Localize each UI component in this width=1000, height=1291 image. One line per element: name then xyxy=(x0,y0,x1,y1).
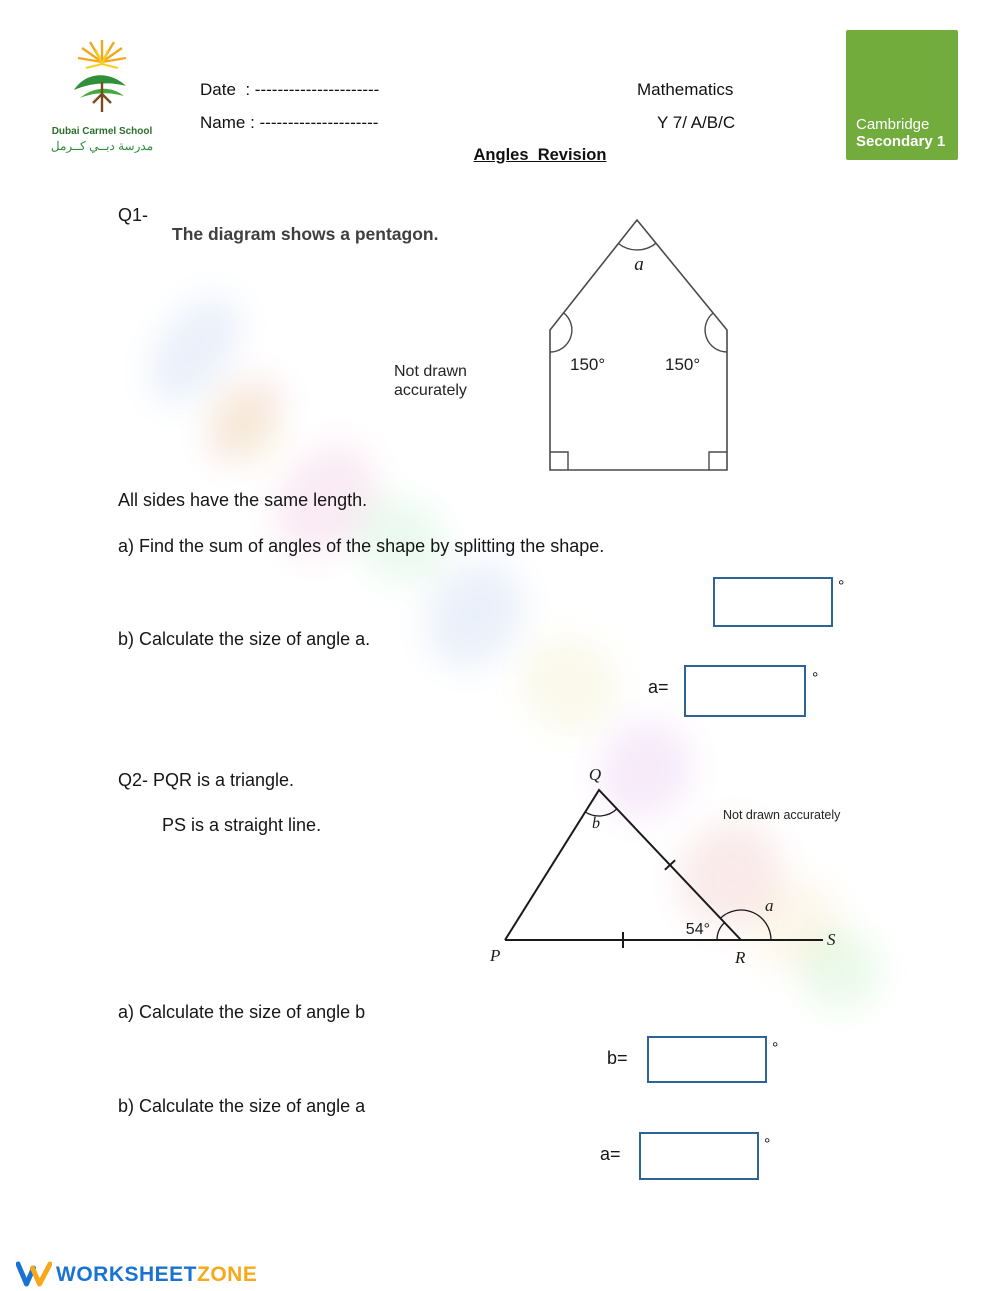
q1-part-b-text: b) Calculate the size of angle a. xyxy=(118,629,371,649)
angle-150-left-label: 150° xyxy=(570,355,606,374)
q1-not-drawn-line2: accurately xyxy=(394,382,467,399)
triangle-diagram xyxy=(478,763,853,968)
watermark-blob xyxy=(503,619,637,750)
date-field: Date : ---------------------- xyxy=(200,80,380,99)
left-angle-arc xyxy=(550,313,572,352)
q2a-degree-symbol: ° xyxy=(772,1040,779,1057)
apex-angle-arc xyxy=(618,243,656,250)
q2-part-a-text: a) Calculate the size of angle b xyxy=(118,1002,366,1022)
q1-not-drawn-line1: Not drawn xyxy=(394,363,467,380)
angle-150-right-label: 150° xyxy=(665,355,701,374)
vertex-p-label: P xyxy=(490,946,501,965)
angle-54-label: 54° xyxy=(685,921,710,938)
q1a-answer-input[interactable] xyxy=(713,577,833,627)
q2-part-b-text: b) Calculate the size of angle a xyxy=(118,1096,366,1116)
triangle-sides xyxy=(505,790,741,940)
q2a-answer-prefix: b= xyxy=(607,1048,628,1068)
tree-trunk xyxy=(93,82,111,112)
badge-line1: Cambridge xyxy=(856,116,930,133)
q2-line1: Q2- PQR is a triangle. xyxy=(118,770,295,790)
leaf-left xyxy=(74,75,126,90)
page-title: Angles Revision xyxy=(473,146,607,164)
q1-intro: The diagram shows a pentagon. xyxy=(172,224,439,244)
brand-worksheet: WORKSHEET xyxy=(56,1263,197,1286)
name-field: Name : --------------------- xyxy=(200,113,379,132)
q2-line2: PS is a straight line. xyxy=(162,815,322,835)
pentagon-diagram xyxy=(540,212,740,478)
q1-label: Q1- xyxy=(118,205,149,225)
vertex-q-label: Q xyxy=(588,765,602,784)
q1a-degree-symbol: ° xyxy=(838,578,845,595)
school-logo-icon xyxy=(52,36,152,124)
q2b-answer-input[interactable] xyxy=(639,1132,759,1180)
angle-b-label: b xyxy=(592,815,600,832)
q1b-answer-prefix: a= xyxy=(648,677,669,697)
q1b-answer-input[interactable] xyxy=(684,665,806,717)
q2-not-drawn-note: Not drawn accurately xyxy=(723,808,841,822)
angle-54-arc xyxy=(717,923,725,940)
q1b-degree-symbol: ° xyxy=(812,670,819,687)
watermark-blob xyxy=(192,362,299,478)
sun-rays xyxy=(78,40,126,62)
angle-a-label: a xyxy=(765,896,774,915)
cambridge-badge xyxy=(846,30,958,160)
class-label: Y 7/ A/B/C xyxy=(657,113,736,132)
watermark-blob xyxy=(195,377,295,472)
school-name-arabic: مدرسة دبــي كــرمل xyxy=(50,139,154,153)
q1-part-a-text: a) Find the sum of angles of the shape by splitting the shape. xyxy=(118,536,605,556)
right-angle-mark-left xyxy=(550,452,568,470)
worksheetzone-logo-icon xyxy=(16,1261,52,1287)
angle-a-label: a xyxy=(634,254,644,275)
watermark-blob xyxy=(132,281,258,419)
q2b-answer-prefix: a= xyxy=(600,1144,621,1164)
vertex-s-label: S xyxy=(827,930,836,949)
q1-not-drawn-note xyxy=(394,362,467,400)
q2b-degree-symbol: ° xyxy=(764,1136,771,1153)
watermark-blob xyxy=(407,544,544,686)
angle-b-arc xyxy=(585,809,617,816)
q2a-answer-input[interactable] xyxy=(647,1036,767,1083)
school-name: Dubai Carmel School xyxy=(51,126,153,137)
q1-statement: All sides have the same length. xyxy=(118,490,368,510)
brand-zone: ZONE xyxy=(197,1263,258,1286)
subject-label: Mathematics xyxy=(637,80,734,99)
right-angle-mark-right xyxy=(709,452,727,470)
footer-brand xyxy=(56,1263,257,1287)
right-angle-arc xyxy=(705,313,727,352)
vertex-r-label: R xyxy=(735,948,746,967)
badge-line2: Secondary 1 xyxy=(856,133,946,150)
